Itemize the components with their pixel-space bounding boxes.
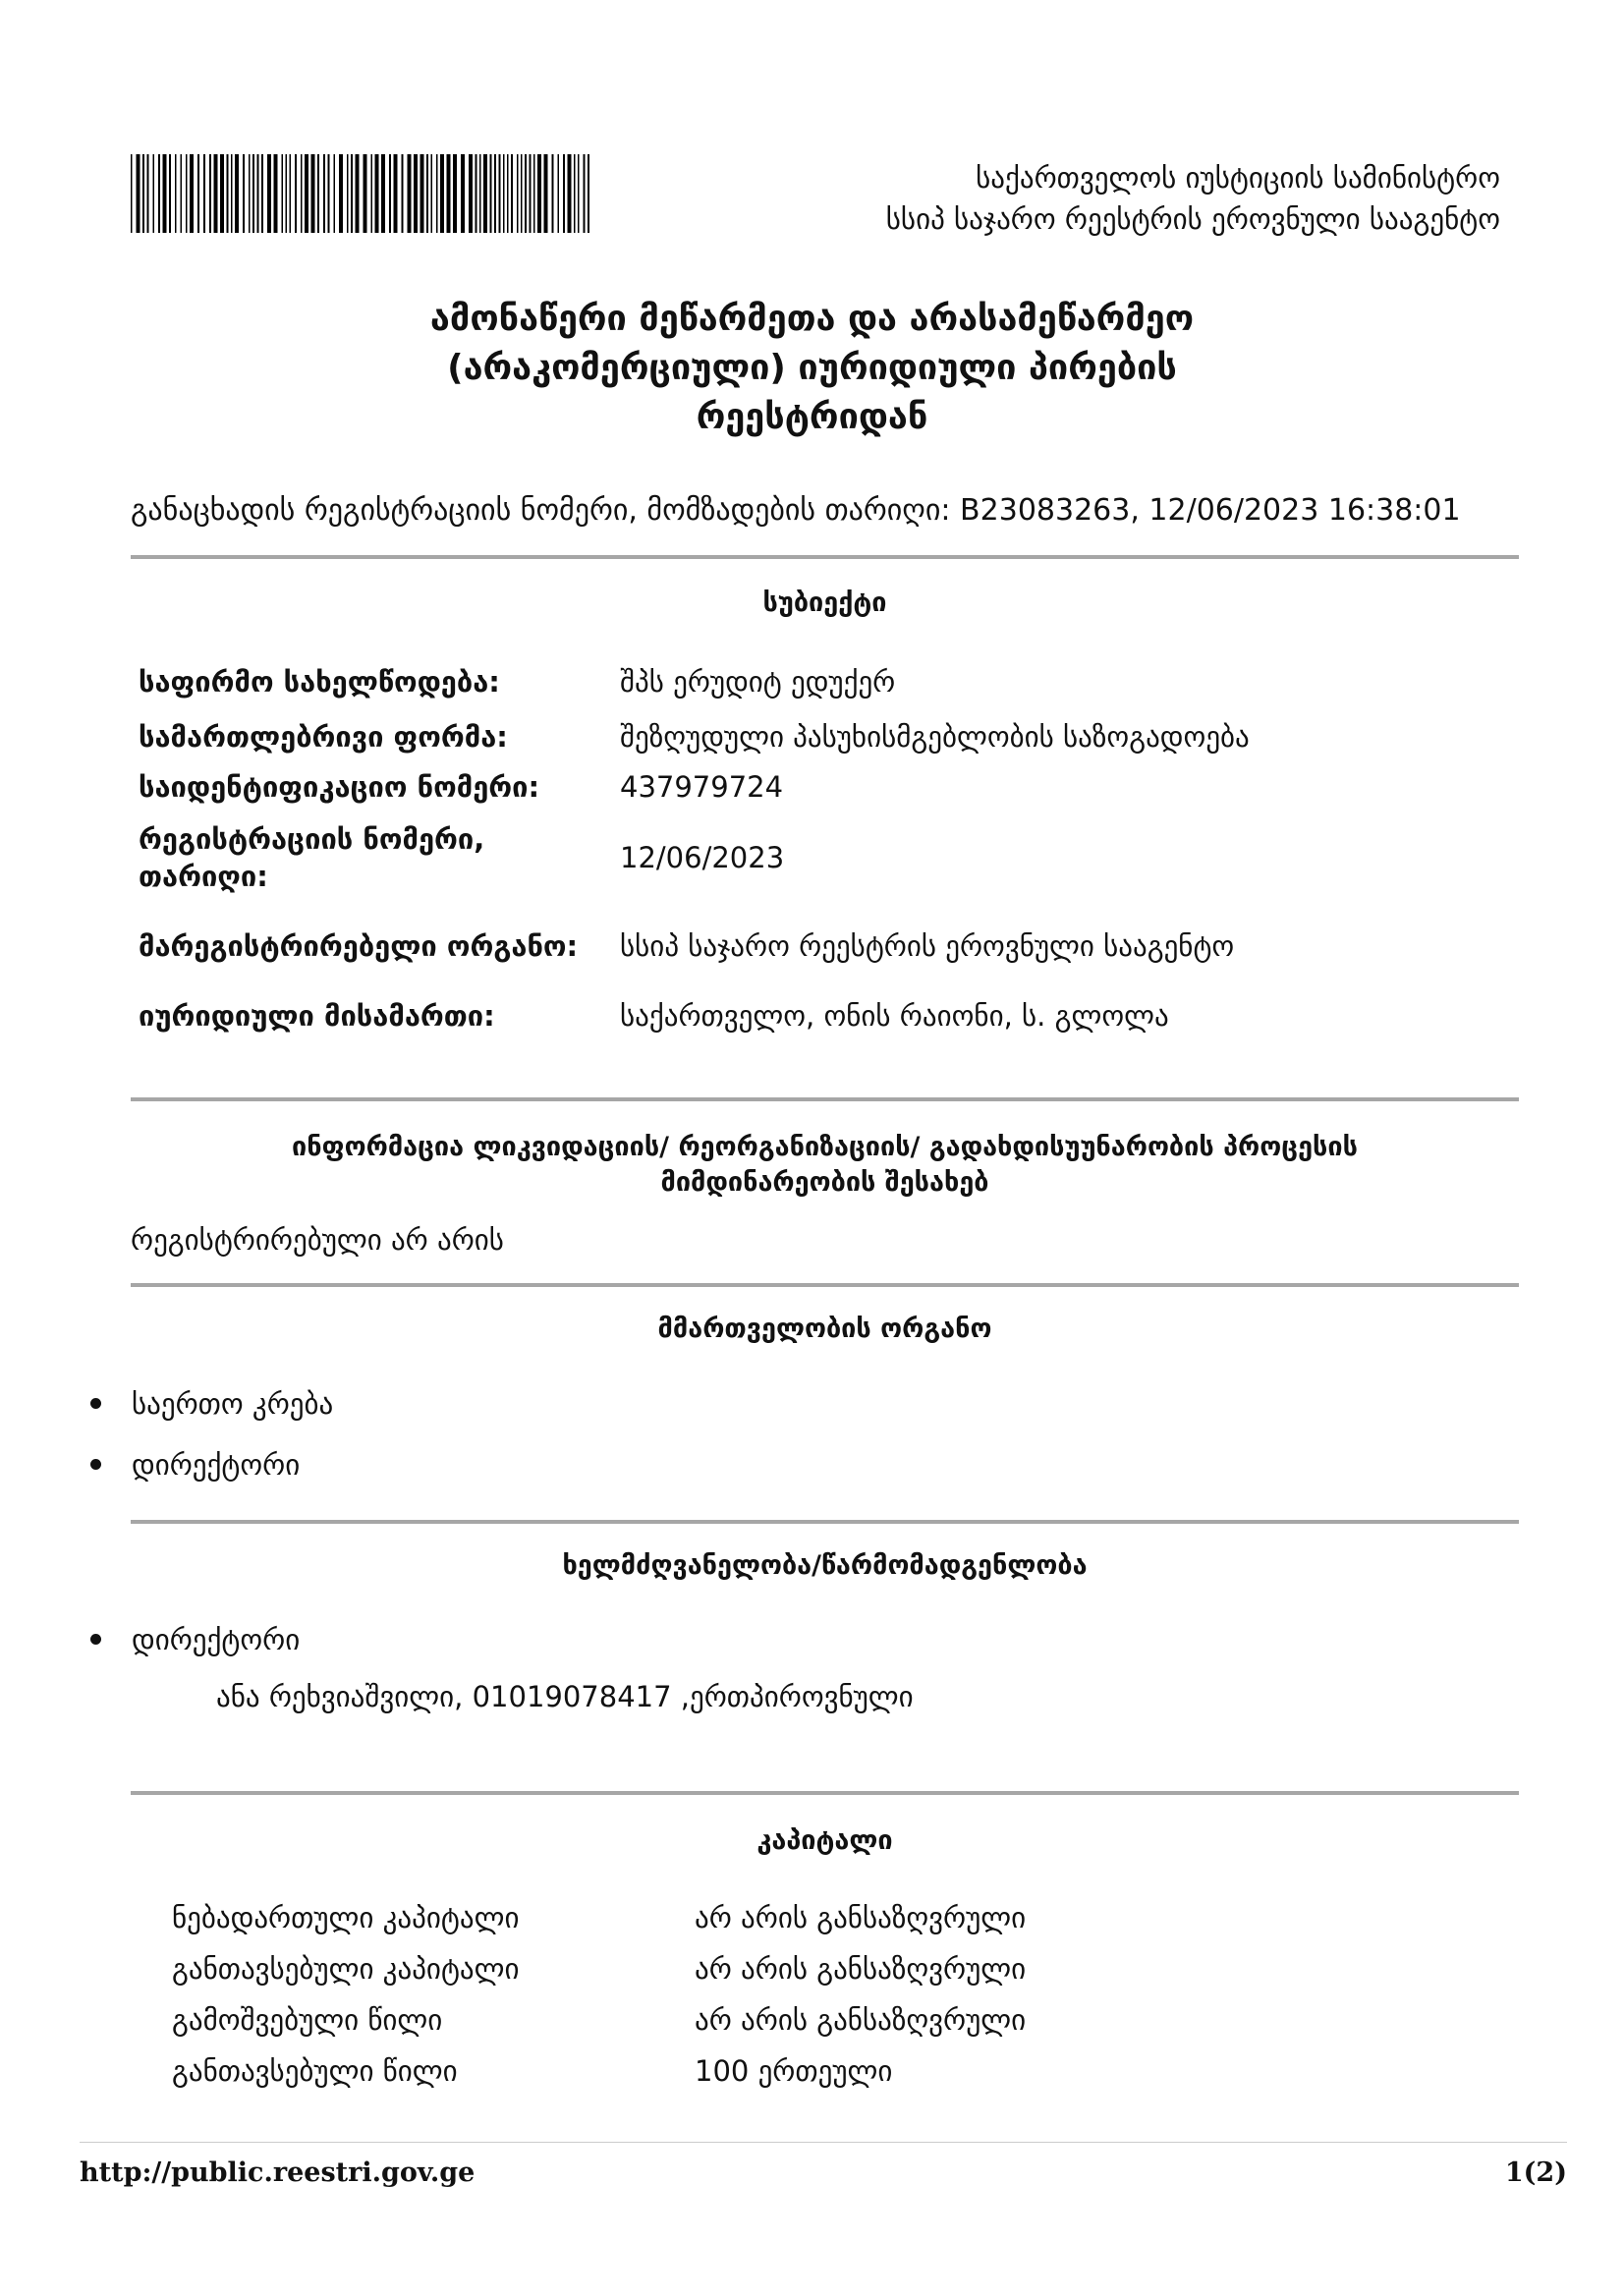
barcode-bar bbox=[490, 154, 492, 233]
barcode-bar bbox=[209, 154, 211, 233]
subject-heading: სუბიექტი bbox=[762, 588, 887, 618]
barcode-bar bbox=[147, 154, 149, 233]
barcode-bar bbox=[408, 154, 412, 233]
barcode-bar bbox=[290, 154, 292, 233]
barcode-bar bbox=[305, 154, 308, 233]
barcode-bar bbox=[507, 154, 509, 233]
capital-row bbox=[172, 1994, 1026, 2045]
barcode-bar bbox=[252, 154, 254, 233]
field-label: რეგისტრაციის ნომერი, თარიღი: bbox=[139, 822, 485, 893]
barcode-bar bbox=[243, 154, 245, 233]
barcode-bar bbox=[153, 154, 155, 233]
field-label: მარეგისტრირებელი ორგანო: bbox=[139, 929, 579, 963]
barcode-bar bbox=[323, 154, 325, 233]
liquidation-heading-line-1: ინფორმაცია ლიკვიდაციის/ რეორგანიზაციის/ გადახდისუუნარობის პროცესის bbox=[292, 1132, 1358, 1162]
barcode-bar bbox=[235, 154, 239, 233]
governance-heading: მმართველობის ორგანო bbox=[657, 1314, 992, 1344]
capital-table bbox=[172, 1892, 1026, 2097]
section-divider bbox=[131, 1520, 1519, 1524]
barcode-bar bbox=[186, 154, 188, 233]
field-value: არ არის განსაზღვრული bbox=[695, 1901, 1027, 1934]
barcode-bar bbox=[499, 154, 501, 233]
barcode-bar bbox=[231, 154, 233, 233]
management-heading: ხელმძღვანელობა/წარმომადგენლობა bbox=[562, 1550, 1088, 1581]
list-item bbox=[88, 1385, 333, 1446]
barcode-bar bbox=[364, 154, 367, 233]
barcode-bar bbox=[503, 154, 505, 233]
application-number-line: განაცხადის რეგისტრაციის ნომერი, მომზადების თარიღი: B23083263, 12/06/2023 16:38:01 bbox=[131, 493, 1461, 528]
barcode-bar bbox=[371, 154, 373, 233]
barcode-bar bbox=[142, 154, 144, 233]
bullet-icon bbox=[90, 1634, 101, 1645]
barcode-bar bbox=[588, 154, 589, 233]
barcode-bar bbox=[483, 154, 487, 233]
subject-row bbox=[139, 651, 1514, 712]
agency-header bbox=[886, 157, 1500, 240]
barcode-bar bbox=[375, 154, 379, 233]
subject-row bbox=[139, 812, 1514, 903]
barcode-bar bbox=[389, 154, 391, 233]
field-label: საიდენტიფიკაციო ნომერი: bbox=[139, 770, 540, 804]
barcode-bar bbox=[584, 154, 586, 233]
field-label: იურიდიული მისამართი: bbox=[139, 999, 495, 1033]
barcode-bar bbox=[552, 154, 554, 233]
barcode-bar bbox=[537, 154, 541, 233]
director-details: ანა რეხვიაშვილი, 01019078417 ,ერთპიროვნული bbox=[216, 1680, 914, 1713]
barcode-bar bbox=[447, 154, 451, 233]
liquidation-heading-line-2: მიმდინარეობის შესახებ bbox=[660, 1167, 989, 1198]
footer-divider bbox=[80, 2142, 1567, 2143]
field-value: შპს ერუდიტ ედუქერ bbox=[620, 665, 896, 699]
field-label: განთავსებული კაპიტალი bbox=[172, 1952, 520, 1986]
subject-row bbox=[139, 761, 1514, 812]
barcode-bar bbox=[517, 154, 519, 233]
barcode-bar bbox=[197, 154, 199, 233]
barcode-bar bbox=[163, 154, 167, 233]
document-title-line-1: ამონაწერი მეწარმეთა და არასამეწარმეო bbox=[429, 299, 1195, 339]
capital-row bbox=[172, 1943, 1026, 1994]
capital-row bbox=[172, 2045, 1026, 2097]
field-value: არ არის განსაზღვრული bbox=[695, 1952, 1027, 1986]
barcode-bar bbox=[494, 154, 496, 233]
barcode-bar bbox=[469, 154, 473, 233]
field-value: 12/06/2023 bbox=[620, 841, 785, 874]
capital-row bbox=[172, 1892, 1026, 1943]
barcode-bar bbox=[440, 154, 444, 233]
agency-registry: სსიპ საჯარო რეესტრის ეროვნული სააგენტო bbox=[885, 202, 1500, 236]
barcode-bar bbox=[227, 154, 229, 233]
footer-url[interactable]: http://public.reestri.gov.ge bbox=[80, 2157, 476, 2188]
subject-table bbox=[139, 651, 1514, 1042]
barcode-bar bbox=[181, 154, 183, 233]
barcode-bar bbox=[257, 154, 259, 233]
barcode-bar bbox=[249, 154, 251, 233]
field-label: განთავსებული წილი bbox=[172, 2054, 458, 2088]
barcode-bar bbox=[521, 154, 523, 233]
barcode-bar bbox=[431, 154, 433, 233]
barcode-bar bbox=[356, 154, 360, 233]
barcode-bar bbox=[203, 154, 205, 233]
barcode-bar bbox=[295, 154, 297, 233]
barcode-bar bbox=[578, 154, 580, 233]
list-item bbox=[88, 1621, 300, 1682]
barcode-image bbox=[131, 154, 592, 233]
barcode-bar bbox=[347, 154, 349, 233]
barcode-bar bbox=[317, 154, 319, 233]
governance-list bbox=[88, 1385, 333, 1507]
section-divider bbox=[131, 1097, 1519, 1101]
field-value: არ არის განსაზღვრული bbox=[695, 2003, 1027, 2037]
barcode-bar bbox=[158, 154, 160, 233]
barcode-bar bbox=[282, 154, 284, 233]
field-label: გამოშვებული წილი bbox=[172, 2003, 443, 2037]
barcode-bar bbox=[436, 154, 438, 233]
barcode-bar bbox=[420, 154, 424, 233]
barcode-bar bbox=[339, 154, 343, 233]
barcode-bar bbox=[461, 154, 465, 233]
subject-row bbox=[139, 903, 1514, 989]
barcode-bar bbox=[334, 154, 336, 233]
barcode-bar bbox=[190, 154, 194, 233]
barcode-bar bbox=[558, 154, 560, 233]
barcode-bar bbox=[533, 154, 535, 233]
barcode-bar bbox=[286, 154, 288, 233]
field-value: საქართველო, ონის რაიონი, ს. გლოლა bbox=[620, 999, 1169, 1033]
list-item-text: საერთო კრება bbox=[132, 1387, 334, 1421]
bullet-icon bbox=[90, 1459, 101, 1470]
field-value: 437979724 bbox=[620, 770, 784, 804]
barcode-bar bbox=[511, 154, 513, 233]
liquidation-status: რეგისტრირებული არ არის bbox=[131, 1223, 504, 1257]
field-label: სამართლებრივი ფორმა: bbox=[139, 720, 508, 754]
barcode-bar bbox=[137, 154, 140, 233]
section-divider bbox=[131, 1791, 1519, 1795]
field-value: 100 ერთეული bbox=[695, 2054, 893, 2088]
barcode-bar bbox=[402, 154, 404, 233]
barcode-bar bbox=[261, 154, 263, 233]
section-divider bbox=[131, 1283, 1519, 1287]
section-divider bbox=[131, 555, 1519, 559]
field-value: სსიპ საჯარო რეესტრის ეროვნული სააგენტო bbox=[620, 929, 1235, 963]
barcode-bar bbox=[476, 154, 477, 233]
barcode-bar bbox=[525, 154, 527, 233]
field-label: საფირმო სახელწოდება: bbox=[139, 665, 500, 699]
barcode-bar bbox=[568, 154, 572, 233]
barcode-bar bbox=[274, 154, 278, 233]
barcode-bar bbox=[530, 154, 532, 233]
barcode-bar bbox=[328, 154, 330, 233]
barcode-bar bbox=[175, 154, 177, 233]
capital-heading: კაპიტალი bbox=[756, 1825, 893, 1856]
list-item-text: დირექტორი bbox=[132, 1623, 301, 1656]
barcode-bar bbox=[351, 154, 353, 233]
barcode-bar bbox=[574, 154, 576, 233]
list-item-text: დირექტორი bbox=[132, 1448, 301, 1482]
barcode-bar bbox=[131, 154, 133, 233]
management-list bbox=[88, 1621, 300, 1682]
barcode-bar bbox=[301, 154, 303, 233]
barcode-bar bbox=[311, 154, 315, 233]
barcode-bar bbox=[214, 154, 218, 233]
document-title-line-3: რეესტრიდან bbox=[696, 397, 928, 437]
field-value: შეზღუდული პასუხისმგებლობის საზოგადოება bbox=[620, 720, 1250, 754]
barcode-bar bbox=[414, 154, 418, 233]
bullet-icon bbox=[90, 1398, 101, 1409]
field-label: ნებადართული კაპიტალი bbox=[172, 1901, 520, 1934]
subject-row bbox=[139, 712, 1514, 761]
barcode-bar bbox=[426, 154, 428, 233]
barcode-bar bbox=[544, 154, 548, 233]
document-title bbox=[0, 295, 1624, 442]
barcode-bar bbox=[563, 154, 565, 233]
barcode-bar bbox=[381, 154, 385, 233]
subject-row bbox=[139, 989, 1514, 1042]
barcode-bar bbox=[220, 154, 224, 233]
page-number: 1(2) bbox=[1504, 2157, 1567, 2188]
document-title-line-2: (არაკომერციული) იურიდიული პირების bbox=[447, 348, 1177, 388]
barcode-bar bbox=[267, 154, 271, 233]
agency-ministry: საქართველოს იუსტიციის სამინისტრო bbox=[976, 161, 1500, 195]
barcode-bar bbox=[169, 154, 171, 233]
barcode-bar bbox=[453, 154, 457, 233]
barcode-bar bbox=[479, 154, 481, 233]
liquidation-heading bbox=[131, 1130, 1519, 1201]
barcode-bar bbox=[394, 154, 398, 233]
list-item bbox=[88, 1446, 333, 1507]
